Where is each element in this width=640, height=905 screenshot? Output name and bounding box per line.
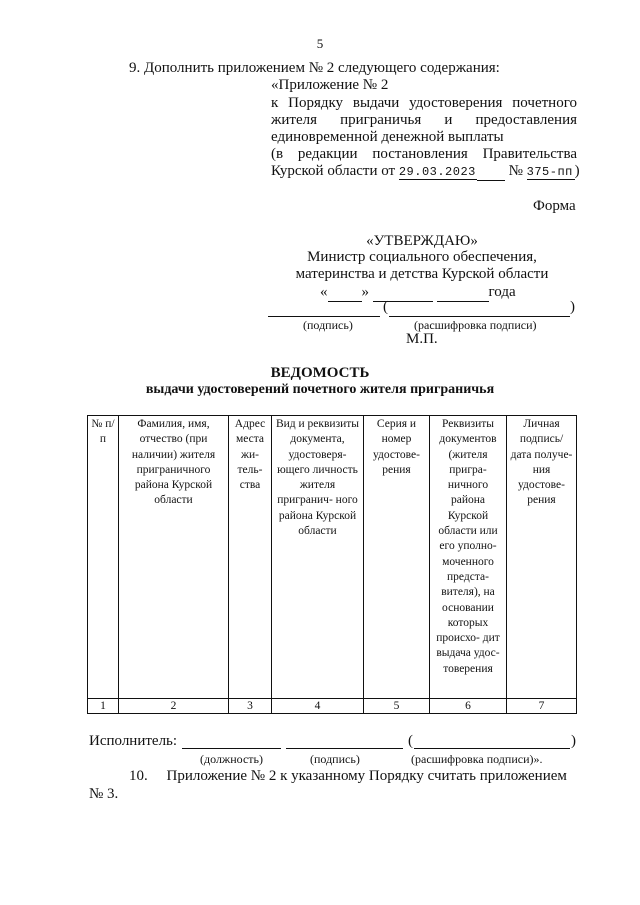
approve-line-1: Министр социального обеспечения, bbox=[307, 249, 537, 265]
appendix-line-3: жителя приграничья и предоставления bbox=[271, 112, 577, 128]
date-close-quote: » bbox=[361, 284, 369, 300]
close-paren: ) bbox=[574, 163, 580, 179]
column-number-cell: 1 bbox=[88, 699, 119, 714]
appendix-line-6-prefix: Курской области от bbox=[271, 163, 396, 179]
issuance-table bbox=[87, 415, 577, 714]
header-cell-address: Адрес места жи- тель- ства bbox=[229, 416, 272, 699]
doc-title: ВЕДОМОСТЬ bbox=[270, 365, 370, 381]
approve-paren-close: ) bbox=[570, 299, 575, 315]
item-10-line-1: 10. Приложение № 2 к указанному Порядку считать приложением bbox=[129, 768, 567, 784]
form-label: Форма bbox=[533, 198, 576, 214]
year-blank bbox=[437, 284, 489, 302]
header-cell-number: № п/п bbox=[88, 416, 119, 699]
approve-line-2: материнства и детства Курской области bbox=[295, 266, 549, 282]
header-cell-signature-date: Личная подпись/ дата получе- ния удостове- рения bbox=[507, 416, 577, 699]
approve-decode-line bbox=[389, 316, 570, 317]
executor-label: Исполнитель: bbox=[89, 733, 178, 749]
month-blank bbox=[373, 284, 433, 302]
approve-paren-open: ( bbox=[383, 299, 388, 315]
executor-paren-open: ( bbox=[408, 733, 413, 749]
header-cell-basis-documents: Реквизиты документов (жителя пригра- ничного района Курской области или его уполно- моченного предста- вителя), на основании которых происхо- дит выдача удос- товерения bbox=[430, 416, 507, 699]
executor-paren-close: ) bbox=[571, 733, 576, 749]
executor-sign-label: (подпись) bbox=[310, 752, 360, 766]
approve-date-row bbox=[320, 284, 516, 302]
year-label: года bbox=[488, 284, 516, 300]
order-number: 375-пп bbox=[526, 165, 573, 179]
executor-position-line bbox=[182, 748, 281, 749]
column-number-cell: 4 bbox=[272, 699, 364, 714]
column-number-cell: 5 bbox=[364, 699, 430, 714]
approve-sign-line bbox=[268, 316, 380, 317]
item-10-line-2: № 3. bbox=[89, 786, 119, 802]
header-cell-name: Фамилия, имя, отчество (при наличии) жителя приграничного района Курской области bbox=[119, 416, 229, 699]
table-number-row bbox=[88, 699, 577, 714]
column-number-cell: 6 bbox=[430, 699, 507, 714]
appendix-title: «Приложение № 2 bbox=[271, 77, 389, 93]
header-cell-id-document: Вид и реквизиты документа, удостоверя- ющего личность жителя пригранич- ного района Курской области bbox=[272, 416, 364, 699]
column-number-cell: 2 bbox=[119, 699, 229, 714]
approve-sign-label: (подпись) bbox=[303, 318, 353, 332]
executor-decode-line bbox=[414, 748, 570, 749]
appendix-line-2: к Порядку выдачи удостоверения почетного bbox=[271, 95, 577, 111]
order-date: 29.03.2023 bbox=[398, 165, 476, 179]
doc-subtitle: выдачи удостоверений почетного жителя приграничья bbox=[145, 382, 495, 397]
order-number-label: № bbox=[508, 163, 523, 179]
approve-decode-label: (расшифровка подписи) bbox=[414, 318, 537, 332]
date-open-quote: « bbox=[320, 284, 328, 300]
appendix-line-4: единовременной денежной выплаты bbox=[271, 129, 504, 145]
appendix-line-5: (в редакции постановления Правительства bbox=[271, 146, 577, 162]
page-number: 5 bbox=[316, 36, 324, 51]
stamp-place: М.П. bbox=[406, 331, 438, 347]
approve-title: «УТВЕРЖДАЮ» bbox=[366, 233, 478, 249]
column-number-cell: 3 bbox=[229, 699, 272, 714]
appendix-line-6 bbox=[271, 163, 580, 181]
table-header-row bbox=[88, 416, 577, 699]
header-cell-certificate-number: Серия и номер удостове- рения bbox=[364, 416, 430, 699]
executor-position-label: (должность) bbox=[200, 752, 263, 766]
day-blank bbox=[328, 284, 362, 302]
order-date-line bbox=[477, 163, 505, 181]
executor-sign-line bbox=[286, 748, 403, 749]
item-9-text: 9. Дополнить приложением № 2 следующего содержания: bbox=[129, 60, 500, 76]
column-number-cell: 7 bbox=[507, 699, 577, 714]
executor-decode-label: (расшифровка подписи)». bbox=[411, 752, 543, 766]
